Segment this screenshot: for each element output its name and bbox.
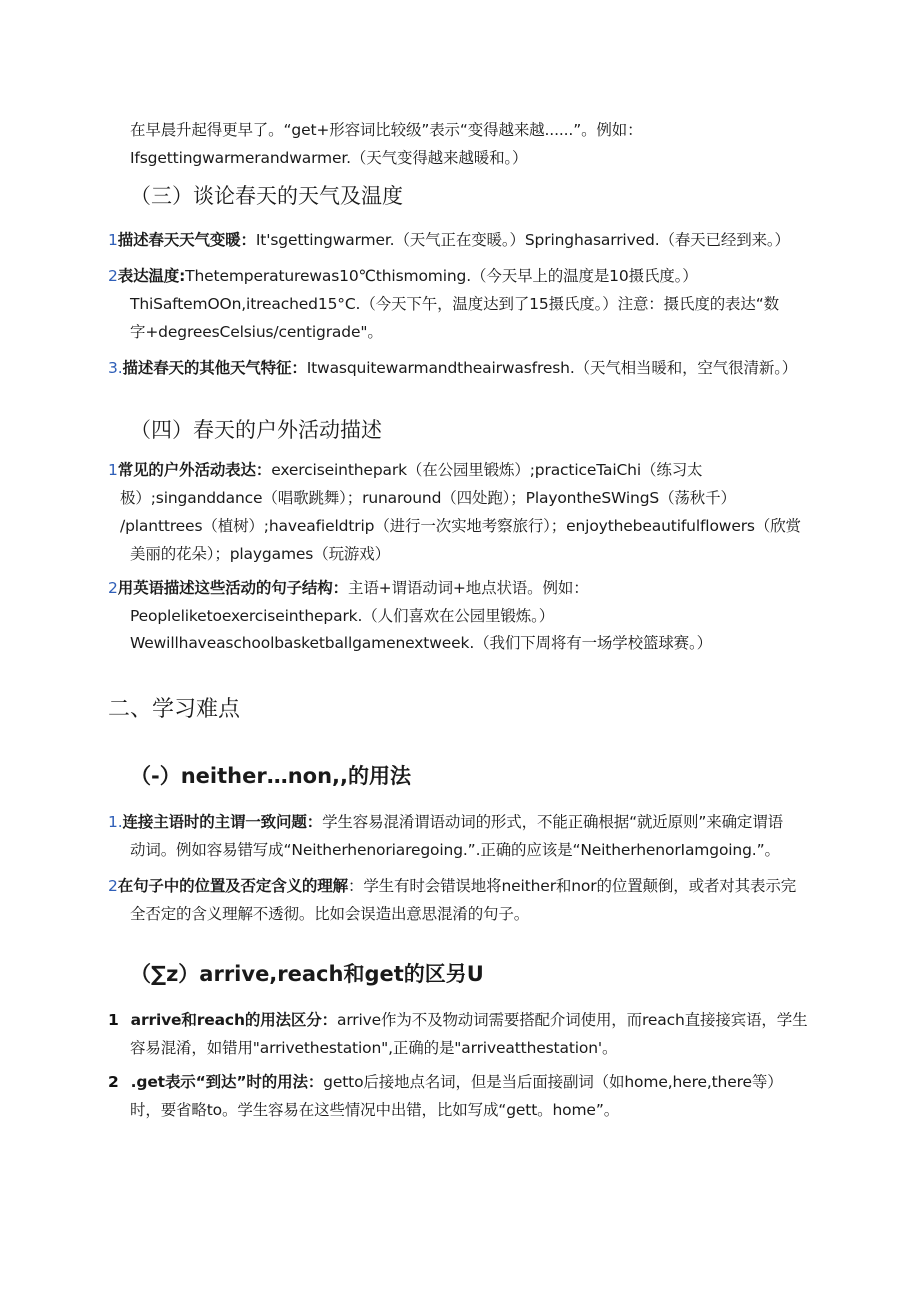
section4-item-2-line-2: Peopleliketoexerciseinthepark.（人们喜欢在公园里锻炼。） [130,607,555,625]
item-label: 描述春天的其他天气特征： [122,359,307,377]
part2-heading: 二、学习难点 [108,697,241,722]
item-label: .get表示“到达”时的用法： [130,1073,324,1091]
item-number: 2 [108,579,118,597]
item-number: 1 [108,461,118,479]
item-label: 常见的户外活动表达： [117,461,272,479]
section4-heading: （四）春天的户外活动描述 [130,418,382,442]
item-label: 描述春天天气变暖： [117,231,256,249]
section4-item-1 [108,460,702,480]
section3-item-1 [108,230,790,250]
sectionB-item-2-line-2: 时，要省略to。学生容易在这些情况中出错，比如写成“gett。home”。 [130,1101,620,1119]
intro-line-2: Ifsgettingwarmerandwarmer.（天气变得越来越暖和。） [130,149,528,167]
item-number: 1. [108,813,123,831]
sectionA-item-2-line-2: 全否定的含义理解不透彻。比如会误造出意思混淆的句子。 [130,905,530,923]
item-text: Itwasquitewarmandtheairwasfresh.（天气相当暖和，空气很清新。） [306,359,798,377]
item-text: arrive作为不及物动词需要搭配介词使用，而reach直接接宾语，学生 [336,1011,808,1029]
sectionA-heading: （-）neither…non,,的用法 [130,764,411,788]
item-label: arrive和reach的用法区分： [130,1011,337,1029]
section4-item-1-line-2: 极）;singanddance（唱歌跳舞）；runaround（四处跑）；PlayontheSWingS（荡秋千） [120,489,736,507]
item-number: 2 [108,1073,119,1091]
item-text: Thetemperaturewas10℃thismoming.（今天早上的温度是10摄氏度。） [185,267,698,285]
item-number: 1 [108,1011,119,1029]
item-text: 学生容易混淆谓语动词的形式，不能正确根据“就近原则”来确定谓语 [322,813,783,831]
section4-item-2-line-3: Wewillhaveaschoolbasketballgamenextweek.（我们下周将有一场学校篮球赛。） [130,634,712,652]
item-number: 3. [108,359,123,377]
section3-item-2 [108,266,698,286]
item-text: 主语+谓语动词+地点状语。例如： [347,579,589,597]
item-text: getto后接地点名词，但是当后面接副词（如home,here,there等） [323,1073,783,1091]
sectionA-item-1 [108,812,783,832]
sectionB-item-1 [108,1010,807,1030]
section4-item-2 [108,578,589,598]
section3-item-2-line-2: ThiSaftemOOn,itreached15°C.（今天下午，温度达到了15摄氏度。）注意：摄氏度的表达“数 [130,295,779,313]
section3-item-3 [108,358,797,378]
intro-line-1: 在早晨升起得更早了。“get+形容词比较级”表示“变得越来越......”。例如： [130,121,643,139]
item-text: exerciseinthepark（在公园里锻炼）;practiceTaiChi（练习太 [271,461,703,479]
item-number: 2 [108,267,118,285]
section3-item-2-line-3: 字+degreesCelsius/centigrade"。 [130,323,383,341]
sectionB-item-2 [108,1072,783,1092]
item-label: 用英语描述这些活动的句子结构： [117,579,348,597]
section3-heading: （三）谈论春天的天气及温度 [130,184,403,208]
sectionB-heading: （∑z）arrive,reach和get的区另U [130,962,484,986]
item-label: 在句子中的位置及否定含义的理解 [117,877,348,895]
item-label: 连接主语时的主谓一致问题： [122,813,323,831]
section4-item-1-line-4: 美丽的花朵）；playgames（玩游戏） [130,545,390,563]
item-number: 1 [108,231,118,249]
item-number: 2 [108,877,118,895]
item-text: ：学生有时会错误地将neither和nor的位置颠倒，或者对其表示完 [347,877,797,895]
sectionA-item-1-line-2: 动词。例如容易错写成“Neitherhenoriaregoing.”.正确的应该是“NeitherhenorIamgoing.”。 [130,841,780,859]
item-text: It'sgettingwarmer.（天气正在变暖。）Springhasarrived.（春天已经到来。） [255,231,790,249]
sectionA-item-2 [108,876,796,896]
item-label: 表达温度: [117,267,186,285]
sectionB-item-1-line-2: 容易混淆，如错用"arrivethestation",正确的是"arriveatthestation'。 [130,1039,618,1057]
section4-item-1-line-3: ∕planttrees（植树）;haveafieldtrip（进行一次实地考察旅行）；enjoythebeautifulflowers（欣赏 [120,517,801,535]
